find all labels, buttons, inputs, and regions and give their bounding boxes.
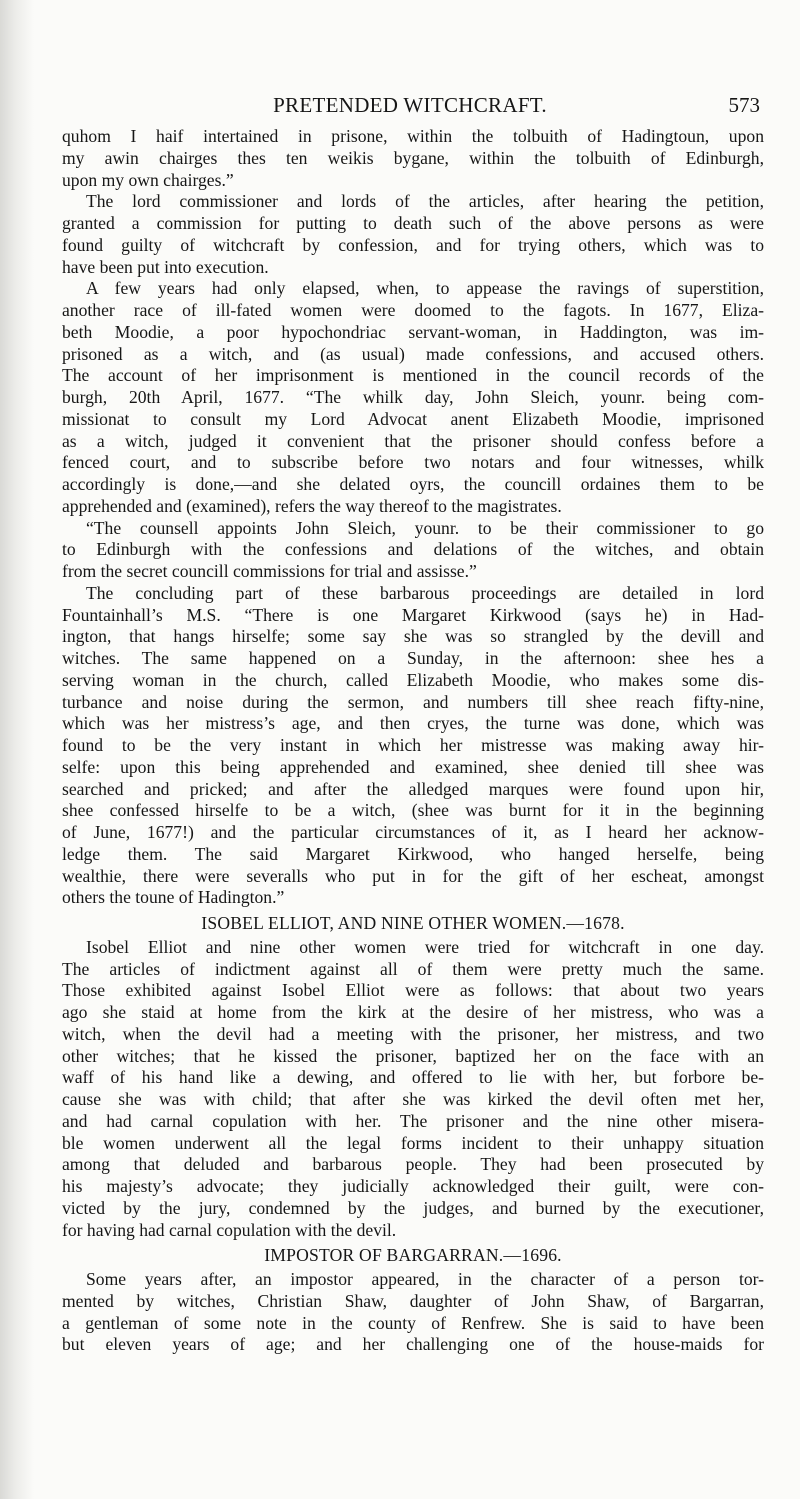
- text-line: shee confessed hirselfe to be a witch, (shee was burnt for it in the beginning: [62, 800, 764, 821]
- text-line: of June, 1677!) and the particular circumstances of it, as I heard her acknow-: [62, 822, 764, 842]
- text-line: accordingly is done,—and she delated oyrs, the councill ordaines them to be: [62, 474, 764, 494]
- text-line: selfe: upon this being apprehended and examined, shee denied till shee was: [62, 756, 764, 777]
- text-line: my awin chairges thes ten weikis bygane, within the tolbuith of Edinburgh,: [62, 147, 764, 168]
- text-line: apprehended and (examined), refers the way thereof to the magistrates.: [62, 495, 562, 516]
- text-line: The lord commissioner and lords of the articles, after hearing the petition,: [86, 191, 764, 212]
- text-line: ledge them. The said Margaret Kirkwood, who hanged herselfe, being: [62, 843, 764, 864]
- text-line: burgh, 20th April, 1677. “The whilk day, John Sleich, younr. being com-: [62, 387, 764, 407]
- text-line: found guilty of witchcraft by confession, and for trying others, which was to: [62, 234, 764, 255]
- section-heading: IMPOSTOR OF BARGARRAN.—1696.: [264, 1245, 562, 1266]
- text-line: turbance and noise during the sermon, and numbers till shee reach fifty-nine,: [62, 691, 764, 712]
- text-line: which was her mistress’s age, and then cryes, the turne was done, which was: [62, 713, 764, 734]
- text-line: and had carnal copulation with her. The prisoner and the nine other misera-: [62, 1110, 764, 1131]
- text-line: granted a commission for putting to death such of the above persons as were: [62, 213, 764, 233]
- running-title: PRETENDED WITCHCRAFT.: [273, 93, 547, 117]
- text-line: beth Moodie, a poor hypochondriac servant-woman, in Haddington, was im-: [62, 321, 764, 342]
- text-line: others the toune of Hadington.”: [62, 887, 285, 908]
- text-line: for having had carnal copulation with the devil.: [62, 1219, 397, 1240]
- text-line: have been put into execution.: [62, 256, 269, 277]
- text-line: cause she was with child; that after she was kirked the devil often met her,: [62, 1089, 764, 1109]
- text-line: Isobel Elliot and nine other women were tried for witchcraft in one day.: [86, 936, 764, 957]
- text-line: The account of her imprisonment is mentioned in the council records of the: [62, 365, 764, 386]
- text-line: Some years after, an impostor appeared, in the character of a person tor-: [86, 1269, 764, 1289]
- text-line: quhom I haif intertained in prisone, within the tolbuith of Hadingtoun, upon: [62, 126, 764, 146]
- text-line: from the secret councill commissions for trial and assisse.”: [62, 561, 477, 581]
- text-line: missionat to consult my Lord Advocat anent Elizabeth Moodie, imprisoned: [62, 408, 764, 429]
- text-line: among that deluded and barbarous people. They had been prosecuted by: [62, 1154, 764, 1175]
- text-line: to Edinburgh with the confessions and delations of the witches, and obtain: [62, 539, 764, 560]
- text-line: prisoned as a witch, and (as usual) made confessions, and accused others.: [62, 343, 764, 364]
- text-line: found to be the very instant in which her mistresse was making away hir-: [62, 735, 764, 755]
- text-line: wealthie, there were severalls who put in for the gift of her escheat, amongst: [62, 865, 764, 886]
- body-text: [62, 126, 764, 1356]
- text-line: searched and pricked; and after the alledged marques were found upon hir,: [62, 778, 764, 799]
- text-line: witches. The same happened on a Sunday, in the afternoon: shee hes a: [62, 648, 764, 668]
- text-line: ago she staid at home from the kirk at the desire of her mistress, who was a: [62, 1002, 764, 1022]
- text-line: Those exhibited against Isobel Elliot were as follows: that about two years: [62, 980, 764, 1001]
- text-line: his majesty’s advocate; they judicially acknowledged their guilt, were con-: [62, 1176, 764, 1196]
- text-line: other witches; that he kissed the prisoner, baptized her on the face with an: [62, 1045, 764, 1066]
- text-line: witch, when the devil had a meeting with the prisoner, her mistress, and two: [62, 1023, 764, 1044]
- text-line: fenced court, and to subscribe before two notars and four witnesses, whilk: [62, 452, 764, 473]
- text-line: mented by witches, Christian Shaw, daughter of John Shaw, of Bargarran,: [62, 1290, 764, 1311]
- text-line: waff of his hand like a dewing, and offered to lie with her, but forbore be-: [62, 1067, 764, 1088]
- section-heading: ISOBEL ELLIOT, AND NINE OTHER WOMEN.—1678.: [201, 913, 625, 933]
- text-line: another race of ill-fated women were doomed to the fagots. In 1677, Eliza-: [62, 300, 764, 320]
- text-line: serving woman in the church, called Elizabeth Moodie, who makes some dis-: [62, 669, 764, 690]
- text-line: ble women underwent all the legal forms incident to their unhappy situation: [62, 1132, 764, 1153]
- page-number: 573: [728, 93, 760, 117]
- text-line: A few years had only elapsed, when, to appease the ravings of superstition,: [86, 278, 764, 299]
- text-line: The articles of indictment against all of them were pretty much the same.: [62, 958, 764, 979]
- text-line: upon my own chairges.”: [62, 169, 234, 190]
- running-head: [60, 90, 760, 120]
- text-line: ington, that hangs hirselfe; some say she was so strangled by the devill and: [62, 626, 764, 647]
- text-line: but eleven years of age; and her challenging one of the house-maids for: [62, 1334, 764, 1355]
- text-line: “The counsell appoints John Sleich, younr. to be their commissioner to go: [86, 517, 764, 538]
- text-line: as a witch, judged it convenient that the prisoner should confess before a: [62, 430, 764, 451]
- text-line: a gentleman of some note in the county of Renfrew. She is said to have been: [62, 1312, 764, 1333]
- text-line: The concluding part of these barbarous proceedings are detailed in lord: [86, 582, 764, 603]
- text-line: victed by the jury, condemned by the judges, and burned by the executioner,: [62, 1197, 764, 1218]
- page-gutter-shadow: [0, 0, 34, 1499]
- text-line: Fountainhall’s M.S. “There is one Margaret Kirkwood (says he) in Had-: [62, 604, 764, 625]
